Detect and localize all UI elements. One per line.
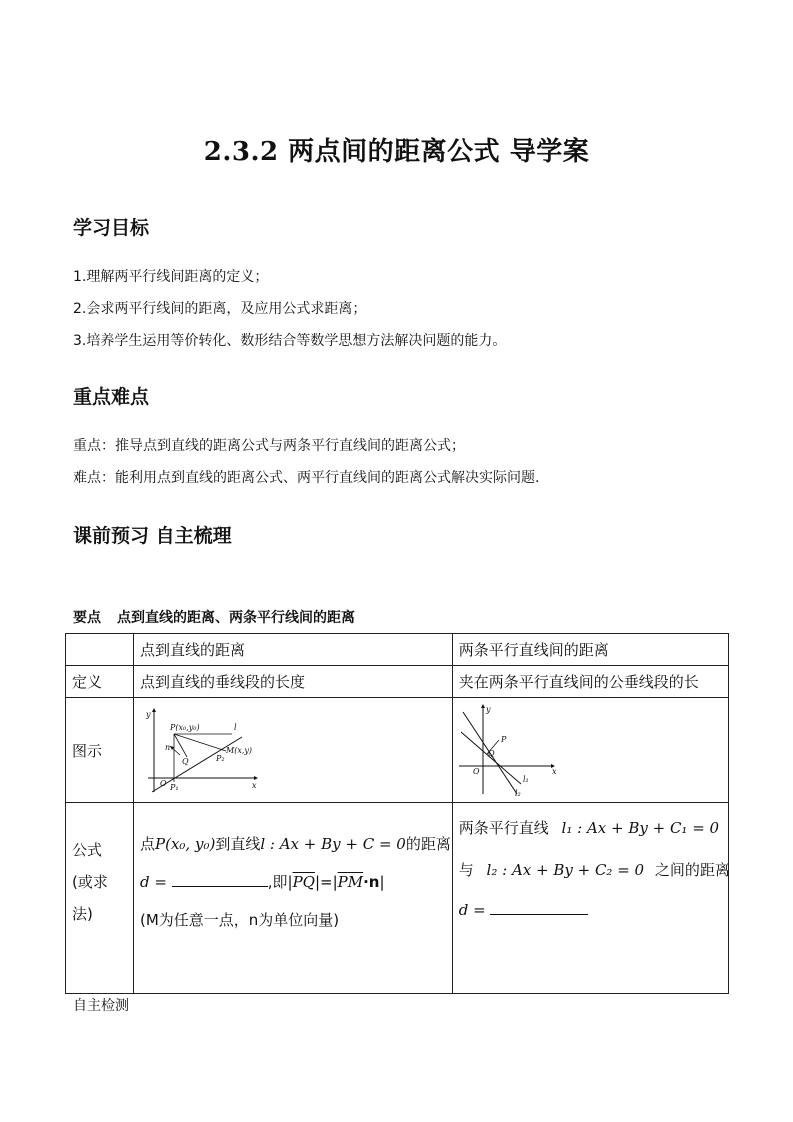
line-l1: [461, 732, 521, 784]
y-axis-label: y: [146, 710, 151, 719]
point-line-diagram: [140, 706, 260, 794]
point-distance-line: [140, 871, 446, 909]
point-p-label: P: [500, 735, 507, 744]
text-abs-equals: |=|: [314, 873, 338, 891]
definition-parallel: 夹在两条平行直线间的公垂线段的长: [452, 666, 728, 698]
parallel-formula-line-1: [459, 817, 722, 859]
goal-item-1: 1.理解两平行线间距离的定义；: [73, 269, 269, 285]
d-equals: d =: [458, 901, 486, 919]
point-p-label: P(x₀,y₀): [170, 723, 200, 732]
difficult-point: 难点：能利用点到直线的距离公式、两平行直线间的距离公式解决实际问题.: [73, 470, 540, 486]
line-l2-equation: l₂ : Ax + By + C₂ = 0: [486, 861, 645, 879]
d-equals: d =: [140, 873, 167, 891]
definition-label: 定义: [66, 666, 134, 698]
point-formula-line: [140, 833, 451, 871]
line-l-label: l: [234, 723, 237, 732]
line-l1-equation: l₁ : Ax + By + C₁ = 0: [561, 819, 720, 837]
y-axis-arrow: [152, 708, 156, 712]
point-q-label: Q: [487, 749, 495, 758]
point-p2-label: P₂: [216, 754, 225, 763]
formula-text-distance-between: 之间的距离: [654, 861, 730, 879]
table-header-row: [66, 634, 729, 666]
y-axis-label: y: [485, 705, 491, 714]
vector-n-label: n: [165, 743, 171, 752]
parallel-lines-diagram: [459, 702, 559, 798]
formula-text-point: 点: [140, 835, 156, 853]
formula-label-cell: [66, 803, 134, 994]
parallel-formula-cell: [452, 803, 728, 994]
parallel-formula-line-2: [458, 859, 730, 901]
key-point: 重点：推导点到直线的距离公式与两条平行直线间的距离公式；: [73, 438, 465, 454]
header-cell-empty: [66, 634, 134, 666]
caption-label: 要点: [73, 610, 101, 626]
point-formula-note: (M为任意一点，n为单位向量): [140, 911, 340, 929]
figure-row: [66, 698, 729, 803]
formula-label-line-3: 法): [72, 905, 93, 923]
formula-text-distance: 的距离: [405, 835, 451, 853]
definition-point: 点到直线的垂线段的长度: [134, 666, 453, 698]
point-q-label: Q: [182, 757, 189, 766]
formula-text-two-lines: 两条平行直线: [458, 819, 549, 837]
header-parallel-distance: 两条平行直线间的距离: [452, 634, 728, 666]
vector-pm: $\overline{PM}$: [337, 873, 364, 891]
formula-label-line-2: (或求: [72, 873, 108, 891]
figure-label: 图示: [66, 698, 134, 803]
origin-label: O: [160, 779, 167, 788]
point-m-label: M(x,y): [226, 746, 253, 755]
figure-point-cell: [134, 698, 453, 803]
dot-unit-vector-n: ·n: [363, 873, 380, 891]
x-axis-arrow: [254, 776, 258, 780]
caption-text: 点到直线的距离、两条平行线间的距离: [117, 610, 355, 626]
self-check-heading: 自主检测: [73, 998, 129, 1014]
key-points-table: [65, 633, 729, 994]
text-abs-bar: |: [379, 873, 385, 891]
formula-label-line-1: 公式: [72, 841, 103, 859]
goal-item-3: 3.培养学生运用等价转化、数形结合等数学思想方法解决问题的能力。: [73, 333, 507, 349]
header-point-distance: 点到直线的距离: [134, 634, 453, 666]
point-formula-cell: [134, 803, 453, 994]
x-axis-label: x: [551, 767, 557, 776]
point-distance-answer-blank[interactable]: [172, 885, 268, 887]
key-heading: 重点难点: [73, 386, 150, 408]
table-caption: [73, 607, 355, 627]
definition-row: [66, 666, 729, 698]
page-title: 2.3.2 两点间的距离公式 导学案: [203, 137, 590, 167]
parallel-distance-answer-blank[interactable]: [490, 913, 588, 915]
point-p-expression: P(x₀, y₀): [155, 835, 216, 853]
vector-pq: $\overline{PQ}$: [292, 873, 315, 891]
text-namely: ,即|: [267, 873, 293, 891]
preview-heading: 课前预习 自主梳理: [73, 525, 232, 547]
formula-text-to-line: 到直线: [215, 835, 261, 853]
goals-heading: 学习目标: [73, 217, 150, 239]
y-axis-arrow: [481, 704, 485, 708]
formula-text-and: 与: [458, 861, 474, 879]
origin-label: O: [472, 767, 480, 776]
formula-row: [66, 803, 729, 994]
line-l1-label: l₁: [522, 775, 529, 784]
goal-item-2: 2.会求两平行线间的距离，及应用公式求距离；: [73, 301, 367, 317]
figure-parallel-cell: [452, 698, 728, 803]
parallel-distance-line: [459, 901, 722, 919]
point-p1-label: P₁: [170, 783, 179, 792]
line-l2-label: l₂: [514, 789, 521, 798]
line-equation: l : Ax + By + C = 0: [260, 835, 406, 853]
x-axis-label: x: [252, 781, 257, 790]
